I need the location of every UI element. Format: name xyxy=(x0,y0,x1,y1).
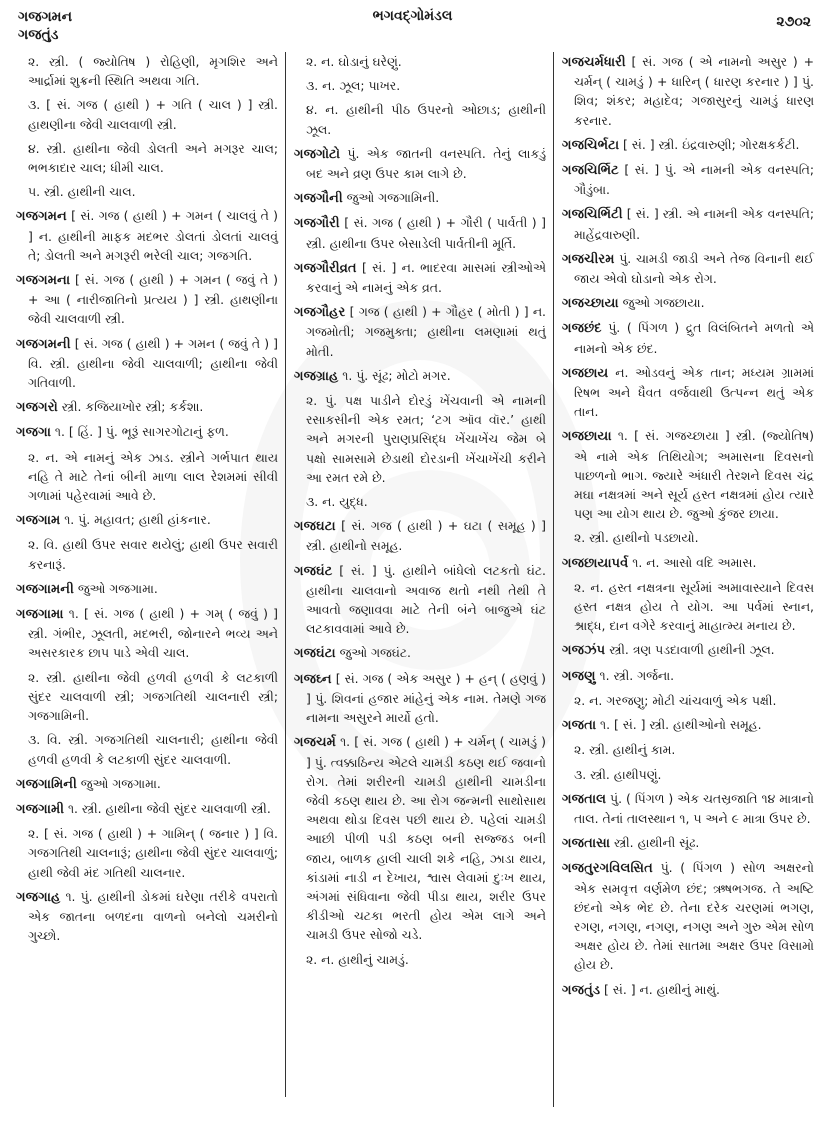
headword: ગજગામા xyxy=(16,607,64,623)
headword: ગજચીરમ xyxy=(562,251,615,267)
definition-text: ૩. સ્ત્રી. હાથીપણું. xyxy=(574,766,662,782)
headword: ગજઝંપ xyxy=(562,643,606,659)
column-2 xyxy=(294,52,546,974)
headword: ગજચિર્ભિટી xyxy=(562,207,623,223)
definition-text: ૩. ન. યુદ્ધ. xyxy=(306,494,368,510)
dictionary-entry xyxy=(562,249,814,288)
definition-text: પું. એક જાતની વનસ્પતિ. તેનું લાકડું બદ અને વ્રણ ઉપર કામ લાગે છે. xyxy=(306,145,546,182)
dictionary-entry xyxy=(16,397,278,417)
headword: ગજઘટા xyxy=(294,519,336,535)
definition-text: [ સં. ] સ્ત્રી. ઇંદ્રવારુણી; ગોરક્ષકર્કટી. xyxy=(619,136,800,152)
sense-item xyxy=(16,448,278,506)
headword: ગજચ્છાયા xyxy=(562,296,619,312)
definition-text: જુઓ ગજગામિની. xyxy=(342,190,440,206)
definition-text: ૩. વિ. સ્ત્રી. ગજગતિથી ચાલનારી; હાથીના જેવી હળવી હળવી કે લટકાળી સુંદર ચાલવાળી. xyxy=(28,732,278,767)
dictionary-entry xyxy=(562,833,814,853)
headword: ગજગામની xyxy=(16,581,74,597)
definition-text: ૨. [ સં. ગજ ( હાથી ) + ગામિન્ ( જનાર ) ] વિ. ગજગતિથી ચાલનારૂં; હાથીના જેવી સુંદર ચાલવાળું; હાથી જેવી મંદ ગતિથી ચાલનાર. xyxy=(28,826,278,880)
sense-item xyxy=(16,730,278,768)
dictionary-entry xyxy=(562,980,814,1000)
headword: ગજગામી xyxy=(16,801,65,817)
definition-text: ૨. વિ. હાથી ઉપર સવાર થયેલું; હાથી ઉપર સવારી કરનારૂં. xyxy=(28,537,278,572)
sense-item xyxy=(562,740,814,759)
definition-text: ૧. પું. મહાવત; હાથી હાંકનાર. xyxy=(60,512,211,528)
sense-item xyxy=(16,95,278,133)
definition-text: ૧. પું. સૂંઢ; મોટો મગર. xyxy=(338,367,451,383)
definition-text: ૨. ન. હસ્ત નક્ષત્રના સૂર્યમાં અમાવાસ્યાને દિવસ હસ્ત નક્ષત્ર હોય તે યોગ. આ પર્વમાં સ્નાન, શ્રાદ્ધ, દાન વગેરે કરવાનું માહાત્મ્ય મનાય છે. xyxy=(574,579,814,634)
definition-text: ૧. પું. હાથીની ડોકમાં ઘરેણા તરીકે વપરાતો એક જાતના બળદના વાળનો બનેલો ચમરીનો ગુચ્છો. xyxy=(28,888,278,944)
column-divider xyxy=(553,52,554,1107)
headword: ગજગરો xyxy=(16,400,58,416)
headword: ગજચર્મ xyxy=(294,735,336,751)
sense-item xyxy=(294,52,546,71)
headword: ગજગાહ xyxy=(16,889,61,905)
page-header xyxy=(0,0,825,48)
definition-text: [ સં. ગજ ( હાથી ) + ઘટા ( સમૂહ ) ] સ્ત્રી. હાથીનો સમૂહ. xyxy=(306,518,546,554)
headword: ગજગા xyxy=(16,425,51,441)
headword: ગજઘંટ xyxy=(294,563,333,579)
sense-item xyxy=(294,100,546,138)
definition-text: ૨. સ્ત્રી. ( જ્યોતિષ ) રોહિણી, મૃગશિર અને આર્દ્રામાં શુક્રની સ્થિતિ અથવા ગતિ. xyxy=(28,54,278,89)
dictionary-entry xyxy=(294,213,546,252)
headword: ગજછાયા xyxy=(562,429,612,445)
definition-text: [ સં. ગજ ( હાથી ) + ગમન ( જવું તે ) + આ ( નારીજાતિનો પ્રત્યય ) ] સ્ત્રી. હાથણીના જેવી ચાલવાળી સ્ત્રી. xyxy=(28,272,278,327)
dictionary-entry xyxy=(562,426,814,523)
definition-text: ન. ઓડવનું એક તાન; મધ્યમ ગ્રામમાં રિષભ અને ધૈવત વર્જવાથી ઉત્પન્ન થતું એક તાન. xyxy=(574,364,814,420)
definition-text: ૨. ન. ગરજણુ; મોટી ચાંચવાળું એક પક્ષી. xyxy=(574,692,777,708)
definition-text: ૩. [ સં. ગજ ( હાથી ) + ગતિ ( ચાલ ) ] સ્ત્રી. હાથણીના જેવી ચાલવાળી સ્ત્રી. xyxy=(28,97,278,132)
definition-text: ૧. [ હિં. ] પું. ભૂરૂં સાગરગોટાનું ફળ. xyxy=(50,424,229,440)
definition-text: [ સં. ] ન. હાથીનું માથું. xyxy=(600,981,720,997)
headword: ગજતા xyxy=(562,718,597,734)
headword: ગજતાસા xyxy=(562,836,610,852)
definition-text: જુઓ ગજગામા. xyxy=(73,580,158,596)
headword: ગજચિર્ભિટ xyxy=(562,163,619,179)
sense-item xyxy=(562,528,814,547)
definition-text: ૪. સ્ત્રી. હાથીના જેવી ડોલતી અને મગરૂર ચાલ; ભભકાદાર ચાલ; ધીમી ચાલ. xyxy=(28,140,278,176)
guide-word-first: ગજગમન xyxy=(18,9,72,25)
dictionary-entry xyxy=(294,669,546,728)
dictionary-entry xyxy=(562,52,814,130)
dictionary-entry xyxy=(294,366,546,386)
sense-item xyxy=(16,182,278,201)
dictionary-entry xyxy=(294,732,546,944)
dictionary-entry xyxy=(562,858,814,974)
dictionary-entry xyxy=(562,135,814,155)
headword: ગજગૌહર xyxy=(294,305,346,321)
headword: ગજગમન xyxy=(16,209,67,225)
definition-text: [ ગજ ( હાથી ) + ગૌહર ( મોતી ) ] ન. ગજમોતી; ગજમુક્તા; હાથીના લમણામાં થતું મોતી. xyxy=(306,304,546,359)
definition-text: પું. ચામડી જાડી અને તેજ વિનાની થઈ જાય એવો ઘોડાનો એક રોગ. xyxy=(574,250,814,287)
definition-text: [ સં. ] પું. હાથીને બાંધેલો લટકતો ઘંટ. હાથીના ચાલવાનો અવાજ થતો નથી તેથી તે આવતો જણાવવા માટે તેની બંને બાજુએ ઘંટ લટકાવવામાં આવે છે. xyxy=(306,562,546,637)
definition-text: પું. ( પિંગળ ) સોળ અક્ષરનો એક સમવૃત્ત વર્ણમેળ છંદ; ઋષભગજ. તે અષ્ટિ છંદનો એક ભેદ છે. તેના દરેક ચરણમાં ભગણ, રગણ, નગણ, નગણ, નગણ અને ગુરુ એમ સોળ અક્ષર હોય છે. તેમાં સાતમા અક્ષર ઉપર વિસામો હોય છે. xyxy=(574,860,814,973)
definition-text: [ સં. ગજ ( હાથી ) + ગમન ( ચાલવું તે ) ] ન. હાથીની માફક મદભર ડોલતાં ડોલતાં ચાલવું તે; ડોલતી અને મગરૂરી ભરેલી ચાલ; ગજગતિ. xyxy=(28,208,278,263)
dictionary-entry xyxy=(562,715,814,735)
definition-text: ૩. ન. ઝૂલ; પાખર. xyxy=(306,78,401,94)
dictionary-entry xyxy=(562,640,814,660)
dictionary-entry xyxy=(562,318,814,357)
definition-text: ૨. ન. હાથીનું ચામડું. xyxy=(306,951,409,967)
definition-text: [ સં. ગજ ( એક અસુર ) + હન્ ( હણવું ) ] પું. શિવનાં હજાર માંહેનું એક નામ. તેમણે ગજ નામના અસુરને માર્યો હતો. xyxy=(306,670,546,726)
definition-text: સ્ત્રી. હાથીની સૂંઢ. xyxy=(610,835,700,851)
sense-item xyxy=(562,765,814,784)
dictionary-entry xyxy=(16,510,278,530)
dictionary-entry xyxy=(562,204,814,243)
definition-text: જુઓ ગજઘંટ. xyxy=(335,645,411,661)
headword: ગજગૌરીવ્રત xyxy=(294,260,357,276)
dictionary-entry xyxy=(562,789,814,828)
sense-item xyxy=(16,139,278,177)
sense-item xyxy=(16,52,278,90)
definition-text: ૨. ન. ઘોડાનું ઘરેણું. xyxy=(306,54,402,69)
dictionary-entry xyxy=(294,516,546,555)
sense-item xyxy=(16,824,278,882)
definition-text: સ્ત્રી. કજિયાખોર સ્ત્રી; કર્કશા. xyxy=(57,399,204,415)
definition-text: ૨. સ્ત્રી. હાથીના જેવી હળવી હળવી કે લટકાળી સુંદર ચાલવાળી સ્ત્રી; ગજગતિથી ચાલનારી સ્ત્રી; ગજગામિની. xyxy=(28,669,278,724)
sense-item xyxy=(294,950,546,969)
headword: ગજગમની xyxy=(16,336,71,352)
definition-text: [ સં. ગજ ( એ નામનો અસુર ) + ચર્મન્ ( ચામડું ) + ધારિન્ ( ધારણ કરનાર ) ] પું. શિવ; શંકર; મહાદેવ; ગજાસુરનું ચામડું ધારણ કરનાર. xyxy=(574,54,814,128)
dictionary-entry xyxy=(294,258,546,297)
headword: ગજછંદ xyxy=(562,321,602,337)
definition-text: ૧. [ સં. ] સ્ત્રી. હાથીઓનો સમૂહ. xyxy=(596,717,762,733)
sense-item xyxy=(294,391,546,487)
headword: ગજતુંડ xyxy=(562,982,601,998)
definition-text: ૧. [ સં. ગજ ( હાથી ) + ગમ્ ( જવું ) ] સ્ત્રી. ગંભીર, ઝૂલતી, મદભરી, જોનારને ભવ્ય અને અસરકારક છાપ પાડે એવી ચાલ. xyxy=(28,606,278,661)
dictionary-entry xyxy=(294,302,546,361)
dictionary-entry xyxy=(16,579,278,599)
dictionary-entry xyxy=(294,643,546,663)
definition-text: ૪. ન. હાથીની પીઠ ઉપરનો ઓછાડ; હાથીની ઝૂલ. xyxy=(306,102,546,137)
definition-text: ૨. સ્ત્રી. હાથીનો પડછાયો. xyxy=(574,530,699,546)
dictionary-entry xyxy=(294,144,546,183)
sense-item xyxy=(16,668,278,726)
dictionary-entry xyxy=(16,206,278,265)
dictionary-entry xyxy=(562,363,814,422)
definition-text: પું. ( પિંગળ ) દ્રુત વિલંબિતને મળતો એ નામનો એક છંદ. xyxy=(574,320,814,356)
dictionary-entry xyxy=(562,293,814,313)
column-divider xyxy=(285,52,286,1097)
definition-text: [ સં. ] ન. ભાદરવા માસમાં સ્ત્રીઓએ કરવાનું એ નામનું એક વ્રત. xyxy=(306,259,546,296)
definition-text: ૫. સ્ત્રી. હાથીની ચાલ. xyxy=(28,184,136,200)
dictionary-entry xyxy=(16,604,278,663)
sense-item xyxy=(562,691,814,710)
headword: ગજચર્મધારી xyxy=(562,55,626,70)
definition-text: ૨. પું. પક્ષ પાડીને દોરડું ખેંચવાની એ નામની રસાકસીની એક રમત; ‘ટગ ઑવ વૉર.’ હાથી અને મગરની પુરાણપ્રસિદ્ધ ખેંચાખેંચ જેમ બે પક્ષો સામસામે છેડાથી દોરડાની ખેંચાખેંચી કરીને આ રમત રમે છે. xyxy=(306,393,546,485)
headword: ગજચિર્ભટા xyxy=(562,137,620,153)
page-number: ૨૭૦૨ xyxy=(776,14,811,30)
sense-item xyxy=(294,492,546,511)
column-1 xyxy=(16,52,278,950)
dictionary-entry xyxy=(562,666,814,686)
dictionary-entry xyxy=(562,160,814,199)
dictionary-entry xyxy=(16,270,278,329)
definition-text: ૧. સ્ત્રી. ગર્જના. xyxy=(595,667,675,683)
definition-text: જુઓ ગજગામા. xyxy=(76,775,161,791)
definition-text: ૧. [ સં. ગજ ( હાથી ) + ચર્મન્ ( ચામડું ) ] પું. ત્વક્કાઠિન્ય એટલે ચામડી કઠણ થઈ જવાનો રોગ. તેમાં શરીરની ચામડી હાથીની ચામડીના જેવી કઠણ થાય છે. આ રોગ જન્મની સાથોસાથ અથવા થોડા દિવસ પછી થાય છે. પહેલાં ચામડી આછી પીળી પડી કઠણ બની સજ્જડ બની જાય, બાળક હાલી ચાલી શકે નહિ, ઝાડા થાય, કાંડામાં નાડી ન દેખાય, શ્વાસ લેવામાં દુઃખ થાય, અંગમાં સંધિવાના જેવી પીડા થાય, શરીર ઉપર કીડીઓ ચટકા ભરતી હોય એમ લાગે અને ચામડી ઉપર સોજો ચડે. xyxy=(306,734,546,943)
definition-text: [ સં. ગજ ( હાથી ) + ગમન ( જવું તે ) ] વિ. સ્ત્રી. હાથીના જેવી ચાલવાળી; હાથીના જેવી ગતિવાળી. xyxy=(28,335,278,391)
dictionary-entry xyxy=(294,561,546,639)
dictionary-entry xyxy=(16,887,278,946)
definition-text: સ્ત્રી. ત્રણ પડદાવાળી હાથીની ઝૂલ. xyxy=(605,642,775,658)
definition-text: ૧. સ્ત્રી. હાથીના જેવી સુંદર ચાલવાળી સ્ત્રી. xyxy=(64,800,271,816)
sense-item xyxy=(294,76,546,95)
dictionary-entry xyxy=(16,774,278,794)
guide-word-last: ગજતુંડ xyxy=(18,27,59,43)
definition-text: ૧. [ સં. ગજચ્છાયા ] સ્ત્રી. (જ્યોતિષ) એ નામે એક તિથિયોગ; અમાસના દિવસનો પાછળનો ભાગ. જ્યારે અંધારી તેરશને દિવસ ચંદ્ર મઘા નક્ષત્રમાં અને સૂર્ય હસ્ત નક્ષત્રમાં હોય ત્યારે પણ આ યોગ થાય છે. જુઓ કુંજર છાયા. xyxy=(574,428,814,522)
dictionary-entry xyxy=(16,334,278,393)
headword: ગજગામિની xyxy=(16,776,77,792)
definition-text: ૧. ન. આસો વદિ અમાસ. xyxy=(628,554,757,570)
headword: ગજગોટો xyxy=(294,146,340,162)
headword: ગજતુરગવિલસિત xyxy=(562,861,653,877)
dictionary-entry xyxy=(16,799,278,819)
headword: ગજતાલ xyxy=(562,791,607,807)
headword: ગજણુ xyxy=(562,668,596,684)
dictionary-entry xyxy=(562,553,814,573)
headword: ગજગામ xyxy=(16,513,61,529)
headword: ગજઘ્ન xyxy=(294,671,332,687)
headword: ગજઘંટા xyxy=(294,646,336,662)
headword: ગજછાય xyxy=(562,365,609,381)
headword: ગજગમના xyxy=(16,273,71,289)
definition-text: [ સં. ] પું. એ નામની એક વનસ્પતિ; ગૌડુંબા. xyxy=(574,162,814,198)
definition-text: ૨. સ્ત્રી. હાથીનું કામ. xyxy=(574,742,676,758)
definition-text: [ સં. ] સ્ત્રી. એ નામની એક વનસ્પતિ; માહેંદ્રવારુણી. xyxy=(574,206,814,242)
sense-item xyxy=(562,578,814,636)
headword: ગજગૌની xyxy=(294,191,343,207)
headword: ગજગ્રાહ xyxy=(294,368,339,384)
definition-text: પું. ( પિંગળ ) એક ચતસ્રજાતિ ૧૪ માત્રાનો તાલ. તેનાં તાલસ્થાન ૧, ૫ અને ૯ માત્રા ઉપર છે. xyxy=(574,790,814,826)
headword: ગજછાયાપર્વ xyxy=(562,555,629,571)
dictionary-entry xyxy=(16,422,278,442)
column-3 xyxy=(562,52,814,1005)
definition-text: જુઓ ગજછાયા. xyxy=(618,295,705,311)
definition-text: [ સં. ગજ ( હાથી ) + ગૌરી ( પાર્વતી ) ] સ્ત્રી. હાથીના ઉપર બેસાડેલી પાર્વતીની મૂર્તિ. xyxy=(306,215,546,251)
definition-text: ૨. ન. એ નામનું એક ઝાડ. સ્ત્રીને ગર્ભપાત થાય નહિ તે માટે તેનાં બીની માળા લાલ રેશમમાં સીવી ગળામાં પહેરવામાં આવે છે. xyxy=(28,449,278,504)
headword: ગજગૌરી xyxy=(294,216,340,232)
page-title: ભગવદ્ગોમંડલ xyxy=(372,8,453,24)
sense-item xyxy=(16,535,278,573)
dictionary-entry xyxy=(294,188,546,208)
